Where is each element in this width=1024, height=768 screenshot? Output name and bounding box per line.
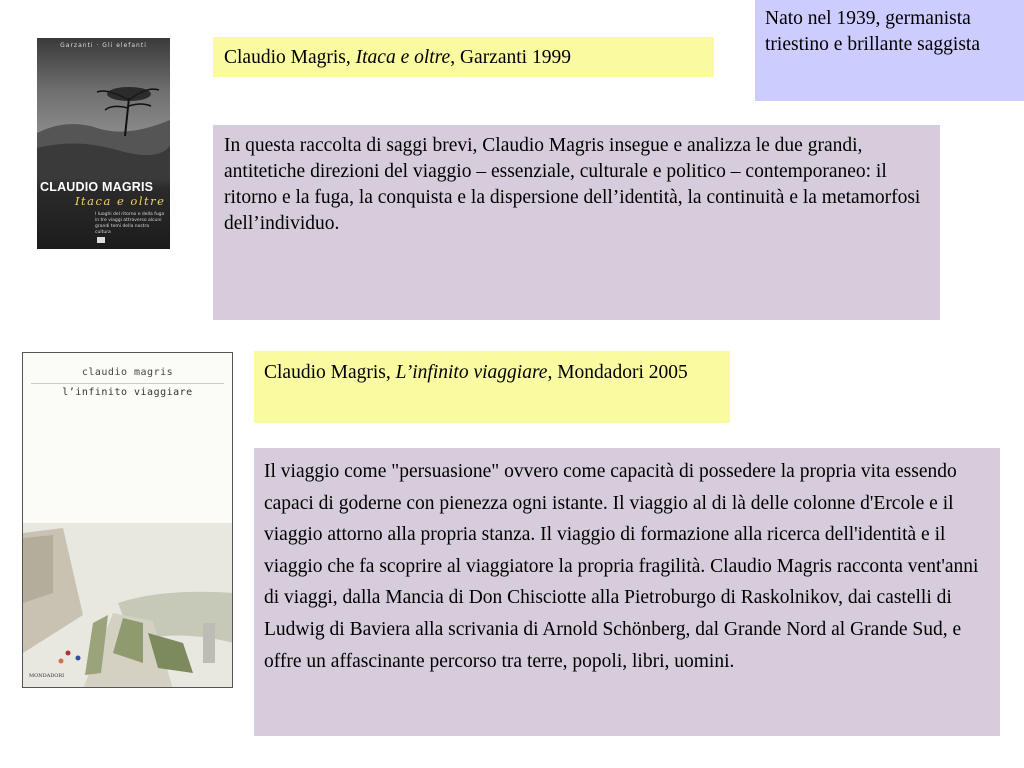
book-cover-infinito-viaggiare — [22, 352, 233, 688]
author-bio: Nato nel 1939, germanista triestino e brillante saggista — [755, 0, 1024, 101]
book1-publisher: , Garzanti 1999 — [450, 47, 571, 68]
book1-citation — [213, 37, 714, 77]
cover-blurb: I luoghi del ritorno e della fuga in tre viaggi attraverso alcuni grandi temi della nostra cultura — [95, 212, 165, 235]
cover-author: CLAUDIO MAGRIS — [40, 180, 154, 194]
book2-citation — [254, 351, 730, 423]
book-cover-itaca-e-oltre — [37, 38, 170, 249]
cover-title: Itaca e oltre — [75, 194, 166, 208]
book2-description: Il viaggio come "persuasione" ovvero come capacità di possedere la propria vita essendo capaci di goderne con pienezza ogni istante. Il viaggio al di là delle colonne d'Ercole e il viaggio attorno alla propria stanza. Il viaggio di formazione alla ricerca dell'identità e il viaggio che fa scoprire al viaggiatore la propria fragilità. Claudio Magris racconta vent'anni di viaggi, dalla Mancia di Don Chisciotte alla Pietroburgo di Raskolnikov, dai castelli di Ludwig di Baviera alla scrivania di Arnold Schönberg, dal Grande Nord al Grande Sud, e offre un affascinante percorso tra terre, popoli, libri, uomini. — [254, 448, 1000, 736]
book2-title: L’infinito viaggiare — [395, 362, 548, 383]
cover-divider — [31, 383, 224, 384]
cover-landscape-image — [37, 58, 170, 178]
book1-description: In questa raccolta di saggi brevi, Claudio Magris insegue e analizza le due grandi, antitetiche direzioni del viaggio – essenziale, culturale e politico – contemporaneo: il ritorno e la fuga, la conquista e la dispersione dell’identità, la continuità e la metamorfosi dell’individuo. — [213, 125, 940, 320]
book2-author: Claudio Magris, — [264, 362, 396, 383]
cover-author: claudio magris — [81, 367, 174, 378]
book1-title: Itaca e oltre — [355, 47, 451, 68]
cover-series-label: Garzanti · Gli elefanti — [60, 42, 147, 49]
publisher-logo — [97, 237, 105, 243]
book2-publisher: , Mondadori 2005 — [547, 362, 688, 383]
cover-title: l’infinito viaggiare — [62, 387, 193, 398]
book1-author: Claudio Magris, — [224, 47, 356, 68]
cover-palace-image — [23, 353, 233, 688]
cover-publisher: MONDADORI — [29, 673, 65, 679]
